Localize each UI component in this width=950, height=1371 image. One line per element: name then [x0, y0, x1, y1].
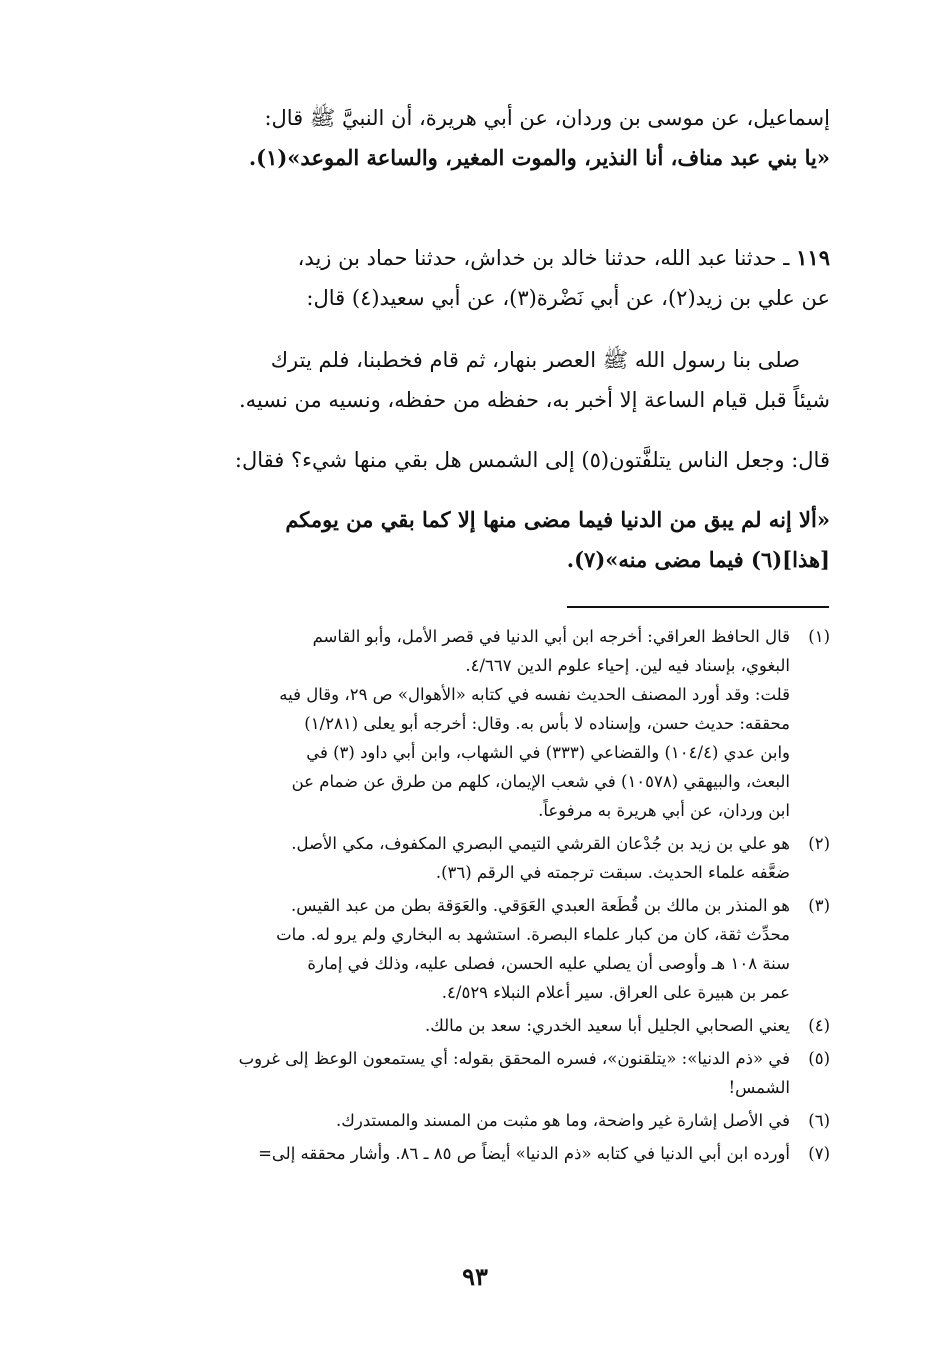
footnote-line: محدِّث ثقة، كان من كبار علماء البصرة. استشهد به البخاري ولم يرو له. مات [276, 925, 790, 944]
page-number: ٩٣ [462, 1262, 488, 1291]
text-line [135, 238, 830, 278]
text-line: صلى بنا رسول الله ﷺ العصر بنهار، ثم قام فخطبنا، فلم يترك [270, 348, 800, 372]
footnote-body [135, 891, 790, 1007]
footnote-body [135, 1106, 790, 1135]
hadith-text-line: «يا بني عبد مناف، أنا النذير، والموت المغير، والساعة الموعد»(١). [248, 145, 830, 170]
footnote-line: هو المنذر بن مالك بن قُطَعة العبدي العَوَقي. والعَوَقة بطن من عبد القيس. [291, 896, 790, 915]
text-block-question [135, 440, 830, 480]
footnote-line: قلت: وقد أورد المصنف الحديث نفسه في كتابه «الأهوال» ص ٢٩، وقال فيه [279, 685, 790, 704]
footnote-body [135, 1044, 790, 1102]
footnotes [135, 622, 830, 1172]
footnote-number: (٧) [808, 1144, 830, 1163]
footnote-3 [135, 891, 830, 1007]
footnote-number: (٤) [808, 1016, 830, 1035]
footnote-number: (١) [808, 627, 830, 646]
footnote-line: قال الحافظ العراقي: أخرجه ابن أبي الدنيا في قصر الأمل، وأبو القاسم [312, 627, 790, 646]
hadith-119-isnad [135, 238, 830, 318]
footnote-number: (٢) [808, 834, 830, 853]
hadith-text-line: [هذا](٦) فيما مضى منه»(٧). [566, 547, 830, 572]
text-line: شيئاً قبل قيام الساعة إلا أخبر به، حفظه من حفظه، ونسيه من نسيه. [238, 388, 830, 412]
text-block-intro [135, 98, 830, 178]
footnote-line: هو علي بن زيد بن جُدْعان القرشي التيمي البصري المكفوف، مكي الأصل. [291, 834, 790, 853]
footnote-line: ضعَّفه علماء الحديث. سبقت ترجمته في الرقم (٣٦). [435, 863, 790, 882]
footnote-body [135, 1011, 790, 1040]
hadith-number: ١١٩ [796, 245, 830, 270]
footnote-7 [135, 1139, 830, 1168]
text-line: قال: وجعل الناس يتلفَّتون(٥) إلى الشمس هل بقي منها شيء؟ فقال: [234, 448, 830, 472]
footnote-number: (٦) [808, 1111, 830, 1130]
footnote-line: البغوي، بإسناد فيه لين. إحياء علوم الدين ٤/٦٦٧. [465, 656, 790, 675]
footnote-divider [567, 606, 829, 608]
footnote-4 [135, 1011, 830, 1040]
hadith-text-line: «ألا إنه لم يبق من الدنيا فيما مضى منها إلا كما بقي من يومكم [285, 507, 830, 532]
footnote-line: البعث، والبيهقي (١٠٥٧٨) في شعب الإيمان، كلهم من طرق عن ضمام عن [291, 772, 790, 791]
footnote-line: في الأصل إشارة غير واضحة، وما هو مثبت من المسند والمستدرك. [336, 1111, 790, 1130]
hadith-text-block [135, 500, 830, 580]
footnote-line: عمر بن هبيرة على العراق. سير أعلام النبلاء ٤/٥٢٩. [441, 983, 790, 1002]
text-line: عن علي بن زيد(٢)، عن أبي نَضْرة(٣)، عن أبي سعيد(٤) قال: [306, 286, 830, 310]
footnote-line: يعني الصحابي الجليل أبا سعيد الخدري: سعد بن مالك. [424, 1016, 790, 1035]
footnote-number: (٥) [808, 1049, 830, 1068]
footnote-line: محققه: حديث حسن، وإسناده لا بأس به. وقال: أخرجه أبو يعلى (١/٢٨١) [304, 714, 790, 733]
footnote-1 [135, 622, 830, 825]
footnote-line: سنة ١٠٨ هـ وأوصى أن يصلي عليه الحسن، فصلى عليه، وذلك في إمارة [307, 954, 790, 973]
footnote-body [135, 829, 790, 887]
footnote-line: في «ذم الدنيا»: «يتلقنون»، فسره المحقق بقوله: أي يستمعون الوعظ إلى غروب [238, 1049, 790, 1068]
footnote-5 [135, 1044, 830, 1102]
footnote-body [135, 1139, 790, 1168]
footnote-number: (٣) [808, 896, 830, 915]
footnote-line: وابن عدي (١٠٤/٤) والقضاعي (٣٣٣) في الشهاب، وابن أبي داود (٣) في [306, 743, 790, 762]
footnote-body [135, 622, 790, 825]
text-block-narration [135, 340, 830, 420]
footnote-6 [135, 1106, 830, 1135]
footnote-line: أورده ابن أبي الدنيا في كتابه «ذم الدنيا» أيضاً ص ٨٥ ـ ٨٦. وأشار محققه إلى= [258, 1144, 790, 1163]
text-line-content: ـ حدثنا عبد الله، حدثنا خالد بن خداش، حدثنا حماد بن زيد، [297, 246, 790, 270]
footnote-line: ابن وردان، عن أبي هريرة به مرفوعاً. [538, 801, 790, 820]
text-line: إسماعيل، عن موسى بن وردان، عن أبي هريرة، أن النبيَّ ﷺ قال: [264, 106, 830, 130]
footnote-line: الشمس! [728, 1078, 790, 1097]
footnote-2 [135, 829, 830, 887]
